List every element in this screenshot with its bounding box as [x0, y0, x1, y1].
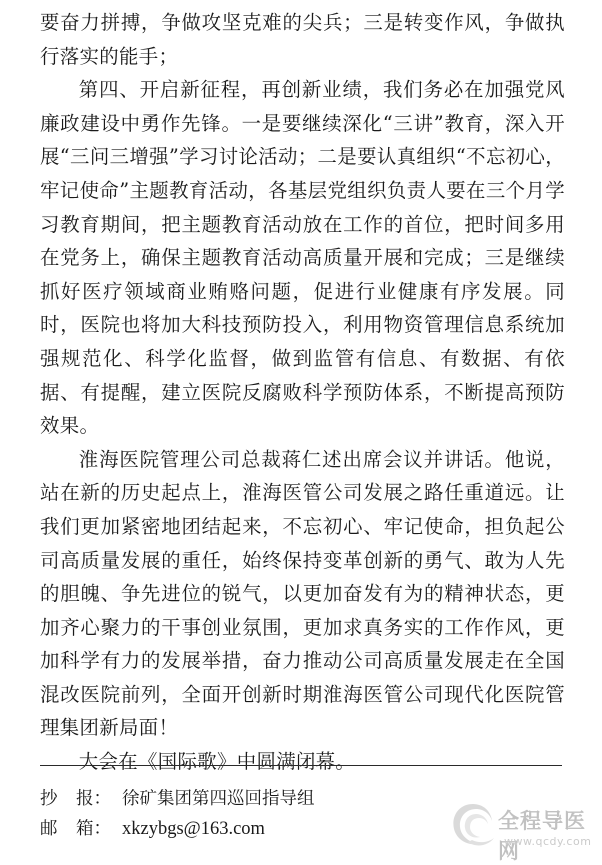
paragraph-president-speech: 淮海医院管理公司总裁蒋仁述出席会议并讲话。他说，站在新的历史起点上，淮海医管公司发展之路任重道远。让我们更加紧密地团结起来，不忘初心、牢记使命，担负起公司高质量发展的重任，始终保持变革创新的勇气、敢为人先的胆魄、争先进位的锐气，以更加奋发有为的精神状态，更加齐心聚力的干事创业氛围，更加求真务实的工作作风，更加科学有力的发展举措，奋力推动公司高质量发展走在全国混改医院前列，全面开创新时期淮海医管公司现代化医院管理集团新局面！ [40, 447, 565, 740]
site-watermark [446, 798, 602, 863]
watermark-site-url: www.qcdy.com [504, 835, 592, 848]
footer-mail-line [40, 817, 460, 841]
paragraph-continuation: 要奋力拼搏，争做攻坚克难的尖兵；三是转变作风，争做执行落实的能手； [40, 11, 565, 68]
watermark-logo-icon [446, 798, 500, 852]
watermark-site-name: 全程导医网 [498, 809, 586, 863]
document-body [40, 6, 565, 779]
footer-mail-value: xkzybgs@163.com [122, 819, 265, 839]
footer-divider [40, 765, 562, 766]
footer-cc-line [40, 787, 460, 811]
footer-cc-value: 徐矿集团第四巡回指导组 [122, 789, 315, 809]
footer-mail-label: 邮 箱： [40, 819, 111, 839]
paragraph-closing: 大会在《国际歌》中圆满闭幕。 [78, 750, 356, 774]
footer-cc-label: 抄 报： [40, 789, 111, 809]
paragraph-fourth-point: 第四、开启新征程，再创新业绩，我们务必在加强党风廉政建设中勇作先锋。一是要继续深化“三讲”教育，深入开展“三问三增强”学习讨论活动；二是要认真组织“不忘初心，牢记使命”主题教育活动，各基层党组织负责人要在三个月学习教育期间，把主题教育活动放在工作的首位，把时间多用在党务上，确保主题教育活动高质量开展和完成；三是继续抓好医疗领域商业贿赂问题，促进行业健康有序发展。同时，医院也将加大科技预防投入，利用物资管理信息系统加强规范化、科学化监督，做到监管有信息、有数据、有依据、有提醒，建立医院反腐败科学预防体系，不断提高预防效果。 [40, 78, 565, 438]
